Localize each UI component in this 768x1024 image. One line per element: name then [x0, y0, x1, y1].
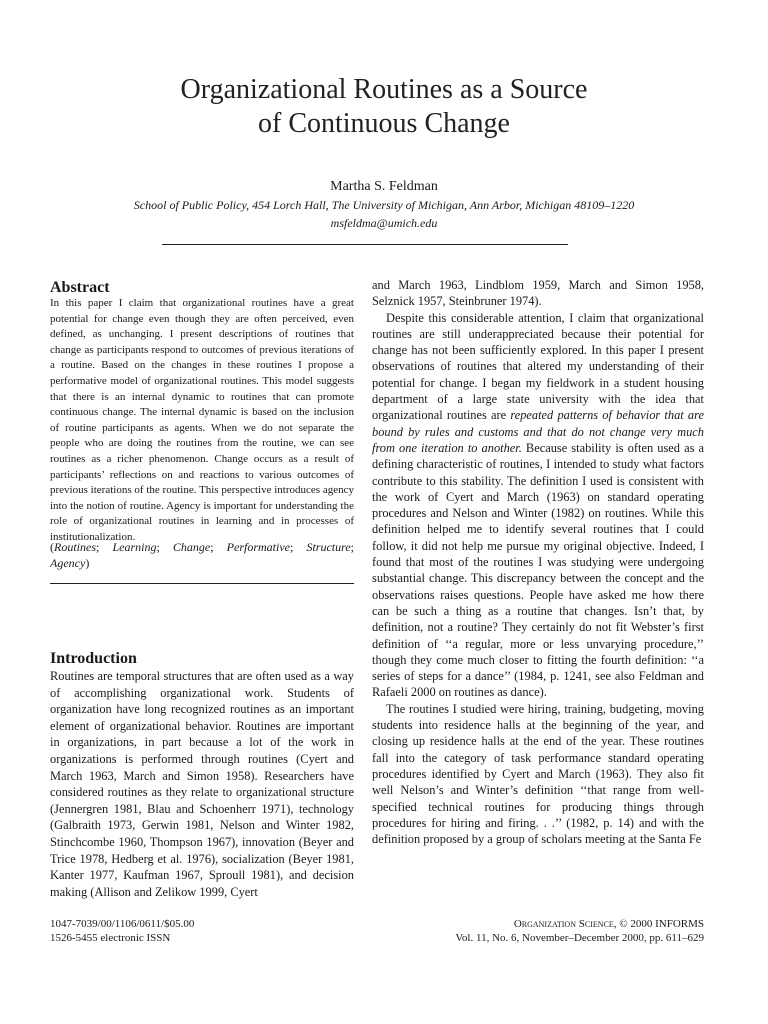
p1-text-b: Because stability is often used as a defining characteristic of routines, I intended to study what factors contribute to this stability. The definition I used is consistent with the work of Cyert and March (1963) on standard operating procedures and Nelson and Winter (1982) on routines. While this definition helped me to identify several routines that I could follow, it did not help me pursue my original objective. Indeed, I found that most of the routines I was studying were undergoing substantial change. This discrepancy between the concept and the observations raises questions. People have asked me how there can be such a thing as a routine that changes. Isn’t that, by definition, not a routine? They certainly do not fit Webster’s first definition of ‘‘a regular, more or less unvarying procedure,’’ though they come much closer to fitting the fourth definition: ‘‘a series of steps for a dance’’ (1984, p. 1241, see also Feldman and Rafaeli 2000 on routines as dance).: [372, 440, 704, 700]
journal-copyright: , © 2000 INFORMS: [613, 918, 704, 930]
right-paragraph-continued: and March 1963, Lindblom 1959, March and Simon 1958, Selznick 1957, Steinbruner 1974).: [372, 278, 704, 309]
keyword-5: Structure: [306, 540, 351, 554]
journal-volume: Vol. 11, No. 6, November–December 2000, pp. 611–629: [455, 932, 704, 944]
paper-title: [0, 73, 768, 141]
header-divider: [162, 244, 568, 245]
keyword-3: Change: [172, 540, 211, 554]
introduction-heading: Introduction: [50, 650, 137, 667]
footer-code: 1047-7039/00/1106/0611/$05.00: [50, 918, 195, 930]
author-email: msfeldma@umich.edu: [330, 216, 438, 230]
author-affiliation: School of Public Policy, 454 Lorch Hall, The University of Michigan, Ann Arbor, Michigan 48109–1220: [133, 198, 635, 212]
abstract-divider: [50, 583, 354, 584]
right-paragraph-1: [372, 310, 704, 701]
keywords: (Routines; Learning; Change; Performative; Structure; Agency): [50, 540, 354, 570]
footer-journal: [455, 917, 704, 945]
author-name: Martha S. Feldman: [330, 179, 438, 194]
keyword-6: Agency: [50, 556, 86, 570]
abstract-text: In this paper I claim that organizational routines have a great potential for change even though they are often perceived, even defined, as unchanging. I present descriptions of routines that change as participants respond to outcomes of previous iterations of a routine. Based on the changes in these routines I propose a performative model of organizational routines. This model suggests that there is an internal dynamic to routines that can promote continuous change. The internal dynamic is based on the inclusion of routine participants as agents. When we do not separate the people who are doing the routines from the routine, we can see routines as a richer phenomenon. Change occurs as a result of participants’ reflections on and reactions to various outcomes of previous iterations of the routine. This perspective introduces agency into the notion of routine. Agency is important for understanding the role of organizational routines in learning and in processes of institutionalization.: [50, 297, 354, 543]
right-paragraph-2: The routines I studied were hiring, training, budgeting, moving students into residence halls at the beginning of the year, and closing up residence halls at the end of the year. These routines fall into the category of task performance standard operating procedures identified by Cyert and March (1963). They also fit well Nelson’s and Winter’s definition ‘‘that range from well-specified technical routines for producing things through procedures for hiring and firing. . .’’ (1982, p. 14) and with the definition proposed by a group of scholars meeting at the Santa Fe: [372, 701, 704, 847]
keyword-2: Learning: [112, 540, 157, 554]
keyword-4: Performative: [226, 540, 290, 554]
right-column: [372, 277, 704, 847]
keyword-1: Routines: [54, 540, 96, 554]
p1-text-a: Despite this considerable attention, I claim that organizational routines are still underappreciated because their potential for change has not been sufficiently explored. In this paper I present observations of routines that altered my understanding of their potential for change. I began my fieldwork in a student housing department of a large state university with the idea that organizational routines are: [372, 310, 704, 423]
introduction-text: Routines are temporal structures that are often used as a way of accomplishing organizational work. Students of organization have long recognized routines as an important element of organizational behavior. Routines are important in organizations, in part because a lot of the work in organizations is performed through routines (Cyert and March 1963, March and Simon 1958). Researchers have considered routines as they relate to organizational structure (Jennergren 1981, Blau and Schoenherr 1971), technology (Galbraith 1973, Gerwin 1981, Nelson and Winter 1982, Stinchcombe 1960, Thompson 1967), innovation (Beyer and Trice 1978, Hedberg et al. 1976), socialization (Beyer 1981, Kanter 1977, Kaufman 1967, Sproull 1981), and decision making (Allison and Zelikow 1999, Cyert: [50, 669, 354, 899]
footer-electronic-issn: 1526-5455 electronic ISSN: [50, 932, 171, 944]
journal-name: Organization Science: [513, 918, 614, 930]
abstract-heading: Abstract: [50, 279, 110, 296]
p1-emphasis: repeated patterns of behavior that are bound by rules and customs and that do not change very much from one iteration to another.: [372, 408, 704, 455]
footer-issn: [50, 917, 194, 945]
author-affiliation-block: [0, 196, 768, 232]
title-line-1: Organizational Routines as a Source: [180, 74, 588, 105]
title-line-2: of Continuous Change: [258, 108, 510, 139]
